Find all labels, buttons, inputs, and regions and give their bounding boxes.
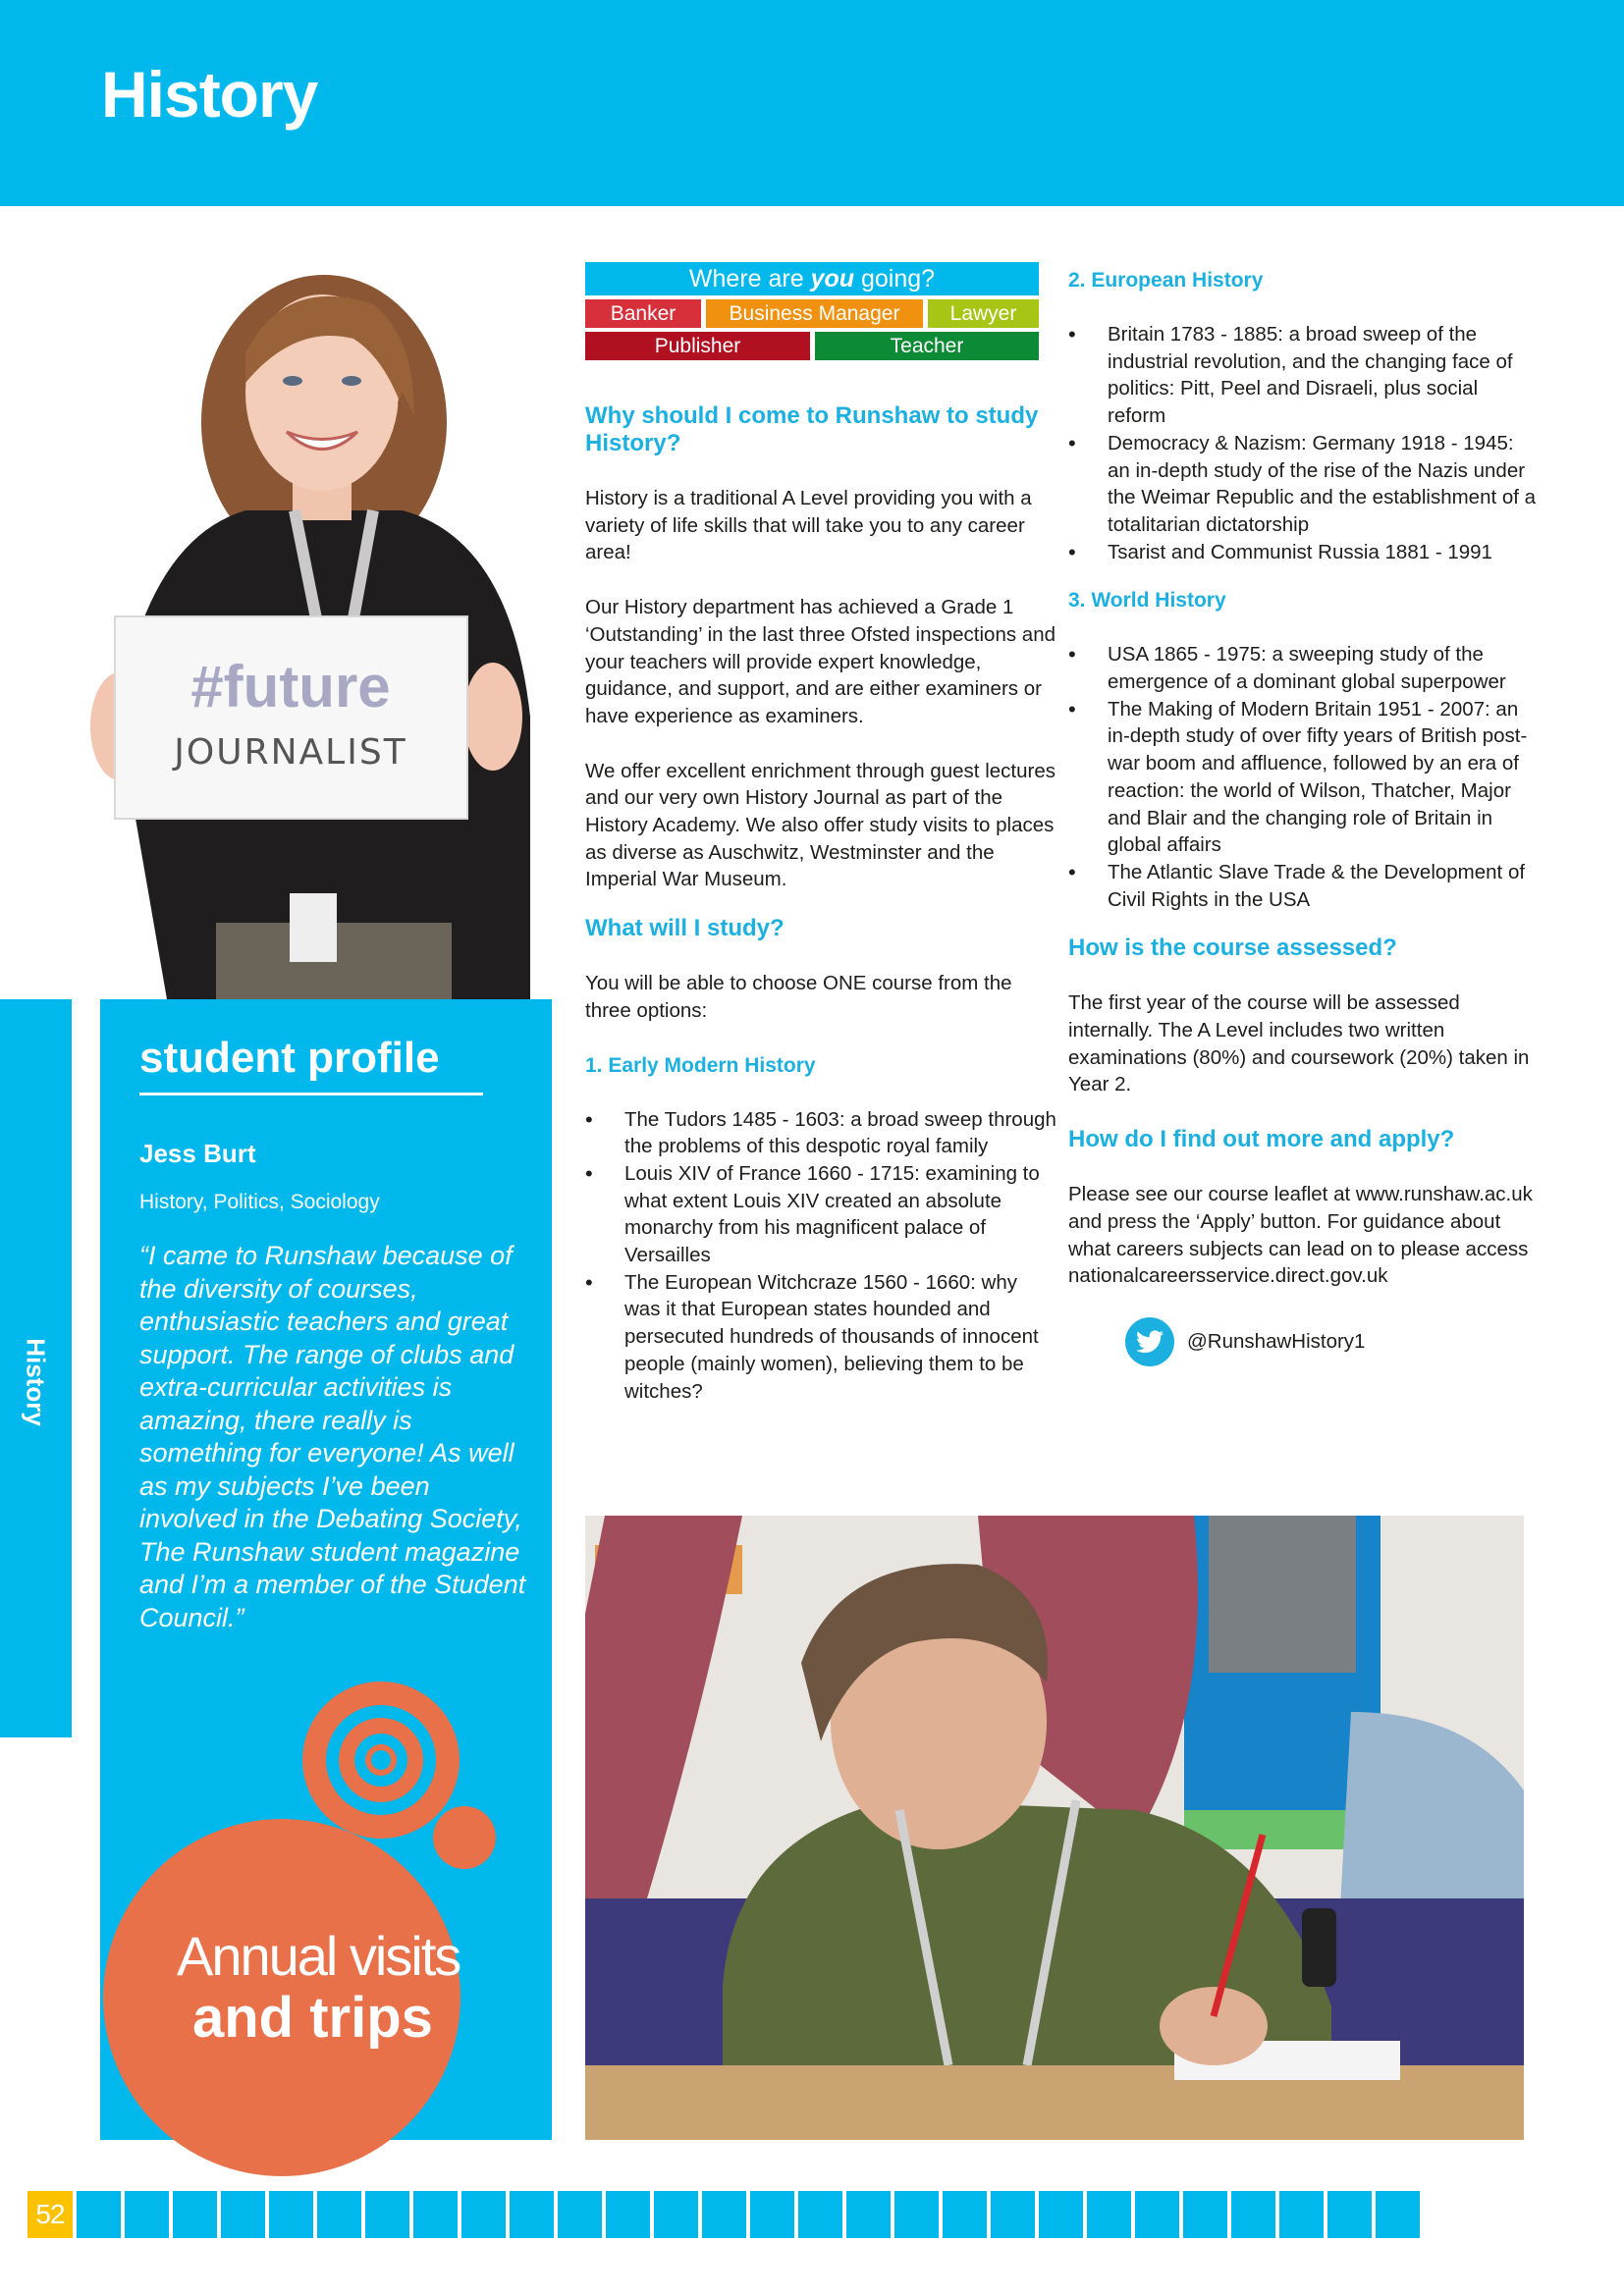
why-heading: Why should I come to Runshaw to study History?	[585, 402, 1039, 456]
twitter-icon	[1125, 1317, 1174, 1366]
hand-right	[463, 663, 522, 771]
careers-heading-em: you	[810, 265, 855, 293]
option-2-title: 2. European History	[1068, 269, 1264, 292]
profile-divider	[139, 1093, 483, 1095]
footer-block	[1087, 2191, 1131, 2238]
footer-block	[413, 2191, 458, 2238]
writing-hand	[1160, 1987, 1268, 2065]
career-chip-business-manager: Business Manager	[706, 299, 923, 328]
twitter-bird-glyph	[1136, 1330, 1164, 1354]
list-item: • USA 1865 - 1975: a sweeping study of the emergence of a dominant global superpower	[1068, 641, 1540, 695]
footer-block	[510, 2191, 554, 2238]
apply-text: Please see our course leaflet at www.runshaw.ac.uk and press the ‘Apply’ button. For guidance about what careers subjects can lead on to please access nationalcareersservice.direct.gov.uk	[1068, 1183, 1533, 1288]
footer-block	[943, 2191, 987, 2238]
column-right	[1068, 267, 1540, 1366]
page-footer	[27, 2191, 1420, 2238]
footer-block	[173, 2191, 217, 2238]
why-paragraph: History is a traditional A Level providing you with a variety of life skills that will take you to any career area!	[585, 487, 1032, 564]
page-header	[0, 0, 1624, 206]
option-1-list	[585, 1106, 1056, 1406]
target-center	[371, 1750, 391, 1770]
career-chip-lawyer: Lawyer	[928, 299, 1039, 328]
footer-block	[991, 2191, 1035, 2238]
footer-block	[606, 2191, 650, 2238]
footer-block	[1135, 2191, 1179, 2238]
exam-photo-illustration	[585, 1516, 1524, 2140]
twitter-link[interactable]	[1125, 1317, 1540, 1366]
footer-block	[846, 2191, 891, 2238]
wristwatch	[1302, 1908, 1336, 1987]
option-3-title: 3. World History	[1068, 589, 1226, 613]
list-item: • Britain 1783 - 1885: a broad sweep of the industrial revolution, and the changing face of politics: Pitt, Peel and Disraeli, plus social reform	[1068, 321, 1540, 430]
careers-row-1	[585, 299, 1039, 328]
footer-block	[317, 2191, 361, 2238]
footer-block	[558, 2191, 602, 2238]
footer-block	[1183, 2191, 1227, 2238]
option-1-title: 1. Early Modern History	[585, 1053, 816, 1077]
small-orange-circle	[433, 1806, 496, 1869]
visits-line2: and trips	[192, 1986, 433, 2050]
list-item: • The Making of Modern Britain 1951 - 2007: an in-depth study of over fifty years of British post-war boom and affluence, followed by an era of reaction: the world of Wilson, Thatcher, Major and Blair and the changing role of Britain in global affairs	[1068, 696, 1540, 859]
careers-panel	[585, 262, 1039, 360]
wall-board-picture	[1209, 1516, 1356, 1673]
option-3-list	[1068, 641, 1540, 913]
profile-name: Jess Burt	[139, 1139, 256, 1168]
study-heading: What will I study?	[585, 915, 785, 942]
profile-quote: “I came to Runshaw because of the diversity of courses, enthusiastic teachers and great support. The range of clubs and extra-curricular activities is amazing, there really is something for everyone! As well as my subjects I’ve been involved in the Debating Society, The Runshaw student magazine and I’m a member of the Student Council.”	[139, 1241, 526, 1632]
footer-block	[1279, 2191, 1324, 2238]
profile-title: student profile	[139, 1034, 440, 1082]
student-photo-illustration	[59, 245, 550, 999]
id-badge	[290, 893, 337, 962]
footer-block	[269, 2191, 313, 2238]
list-item: • The European Witchcraze 1560 - 1660: why was it that European states hounded and persecuted hundreds of thousands of innocent people (mainly women), believing them to be witches?	[585, 1269, 1056, 1406]
twitter-handle[interactable]: @RunshawHistory1	[1187, 1330, 1366, 1354]
assessment-text: The first year of the course will be assessed internally. The A Level includes two written examinations (80%) and coursework (20%) taken in Year 2.	[1068, 991, 1530, 1096]
list-item: • The Atlantic Slave Trade & the Development of Civil Rights in the USA	[1068, 859, 1540, 913]
footer-block	[1231, 2191, 1275, 2238]
visits-line1: Annual visits	[177, 1925, 460, 1987]
assessment-heading: How is the course assessed?	[1068, 934, 1397, 962]
footer-block	[654, 2191, 698, 2238]
footer-block	[461, 2191, 506, 2238]
section-side-tab	[0, 999, 72, 1737]
study-intro: You will be able to choose ONE course from the three options:	[585, 972, 1012, 1022]
career-chip-banker: Banker	[585, 299, 701, 328]
option-2-list	[1068, 321, 1540, 565]
side-tab-label: History	[21, 1338, 51, 1426]
career-chip-publisher: Publisher	[585, 332, 810, 360]
footer-block	[365, 2191, 409, 2238]
footer-block	[750, 2191, 794, 2238]
footer-block	[221, 2191, 265, 2238]
footer-block	[798, 2191, 842, 2238]
footer-block	[125, 2191, 169, 2238]
profile-subjects: History, Politics, Sociology	[139, 1191, 380, 1213]
page-title: History	[101, 58, 318, 131]
eye-right	[342, 376, 361, 386]
footer-block	[702, 2191, 746, 2238]
career-chip-teacher: Teacher	[815, 332, 1039, 360]
student-photo	[59, 245, 550, 999]
column-middle	[585, 402, 1056, 1426]
sign-line1: #future	[190, 654, 391, 720]
footer-block	[1039, 2191, 1083, 2238]
footer-block	[1376, 2191, 1420, 2238]
eye-left	[283, 376, 302, 386]
exam-photo	[585, 1516, 1524, 2140]
list-item: • Democracy & Nazism: Germany 1918 - 1945: an in-depth study of the rise of the Nazis under the Weimar Republic and the establishment of a totalitarian dictatorship	[1068, 430, 1540, 539]
page-number: 52	[27, 2191, 73, 2238]
footer-block	[77, 2191, 121, 2238]
why-paragraph: Our History department has achieved a Grade 1 ‘Outstanding’ in the last three Ofsted inspections and your teachers will provide expert knowledge, guidance, and support, and are either examiners or have experience as examiners.	[585, 596, 1056, 727]
footer-block	[894, 2191, 939, 2238]
list-item: • Louis XIV of France 1660 - 1715: examining to what extent Louis XIV created an absolute monarchy from his magnificent palace of Versailles	[585, 1160, 1056, 1269]
careers-heading-post: going?	[854, 265, 936, 293]
why-paragraph: We offer excellent enrichment through guest lectures and our very own History Journal as part of the History Academy. We also offer study visits to places as diverse as Auschwitz, Westminster and the Imperial War Museum.	[585, 759, 1056, 891]
sign-line2: JOURNALIST	[174, 732, 407, 773]
list-item: • The Tudors 1485 - 1603: a broad sweep through the problems of this despotic royal family	[585, 1106, 1056, 1160]
apply-heading: How do I find out more and apply?	[1068, 1126, 1455, 1153]
careers-heading	[585, 262, 1039, 295]
careers-row-2	[585, 332, 1039, 360]
list-item: • Tsarist and Communist Russia 1881 - 1991	[1068, 539, 1540, 566]
careers-heading-pre: Where are	[688, 265, 811, 293]
footer-block	[1327, 2191, 1372, 2238]
footer-blocks	[77, 2191, 1420, 2238]
